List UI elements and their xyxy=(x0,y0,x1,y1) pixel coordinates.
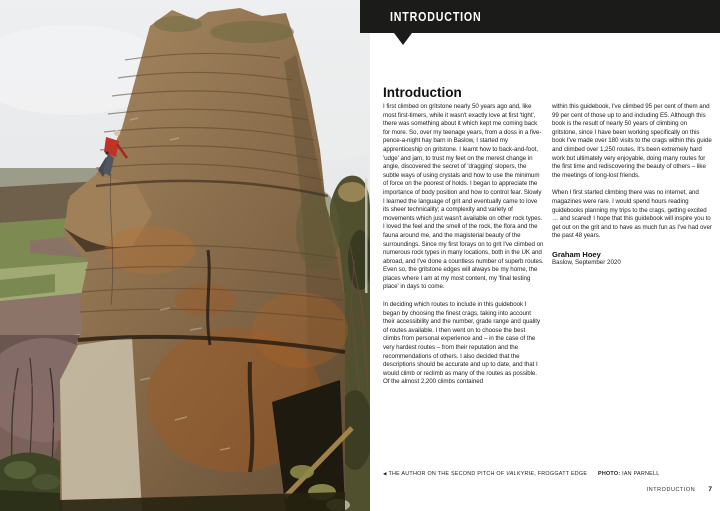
photo-credit-name: IAN PARNELL xyxy=(622,471,660,477)
photo-caption xyxy=(383,471,715,477)
chapter-tab-pointer-icon xyxy=(394,33,412,45)
left-triangle-icon: ◀ xyxy=(383,470,387,476)
caption-location: , FROGGATT EDGE xyxy=(534,471,588,477)
body-columns xyxy=(383,103,713,396)
paragraph: When I first started climbing there was no internet, and magazines were rare. I would spend hours reading guidebooks planning my trips to the crags, getting excited … and scared! I hope that this guidebook will inspire you to get out on the grit and to have as much fun as I've had over the past 48 years. xyxy=(552,189,712,240)
text-column-1 xyxy=(383,103,544,396)
photo-credit-label: PHOTO: xyxy=(597,471,621,477)
paragraph: within this guidebook, I've climbed 95 per cent of them and 99 per cent of those up to and including E5. Although this book is the result of nearly 50 years of climbing on gritstone, since I have been working specifically on this book I've made over 180 visits to the crags within this guide and climbed over 1,250 routes. It's been extremely hard work but ultimately very enjoyable, doing many routes for the first time and rediscovering the beauty of others – like the meetings of long-lost friends. xyxy=(552,103,712,179)
footer-section-label: INTRODUCTION xyxy=(646,487,696,493)
page-number: 7 xyxy=(708,486,712,493)
gully-bottom-right xyxy=(272,380,352,511)
introduction-page xyxy=(370,0,720,511)
signature-place-date: Baslow, September 2020 xyxy=(552,258,621,266)
text-column-2 xyxy=(552,103,713,396)
paragraph: In deciding which routes to include in this guidebook I began by choosing the finest crags, taking into account their accessibility and the number, grade range and quality of routes available. I then went on to choose the best climbs from personal experience and – in the case of the very hardest routes – from their reputation and the recommendations of others. I also decided that the descriptions should be accurate and up to date, and that I would climb or reclimb as many of the routes as possible. Of the almost 2,200 climbs contained xyxy=(383,301,540,386)
page-footer xyxy=(647,486,712,493)
route-name: VALKYRIE xyxy=(506,471,535,477)
page-title: Introduction xyxy=(383,85,462,101)
paragraph: I first climbed on gritstone nearly 50 years ago and, like most first-timers, while it wasn't exactly love at first 'tight', there was something about it which kept me coming back for more. So, over my teenage years, from a doss in a five-pence-a-night hay barn in Baslow, I started my apprenticeship on gritstone. I learnt how to back-and-foot, 'udge' and jam, to trust my feet on the merest change in angle, discovered the secret of 'dragging' slopers, the subtle ways of using crystals and how to use the minimum of force on the poorest of holds. I began to appreciate the importance of body position and how to control fear. Slowly I learned the language of grit and eventually came to love its sheer technicality; a complexity and variety of movements which just wasn't available on other rock types. I loved the feel and the smell of the rock, the flora and the fauna around me, and the magisterial beauty of the surroundings. Since my first forays on to grit I've climbed on numerous rock types in many locations, both in the UK and abroad, and I've done a countless number of superb routes. Even so, the gritstone edges will always be my home, the places where I am at my most content, my 'final testing place' in days to come. xyxy=(383,103,544,291)
chapter-tab xyxy=(360,0,720,33)
caption-text: THE AUTHOR ON THE SECOND PITCH OF xyxy=(388,471,507,477)
chapter-tab-label: INTRODUCTION xyxy=(390,9,482,24)
author-signature: Graham Hoey xyxy=(552,249,601,259)
